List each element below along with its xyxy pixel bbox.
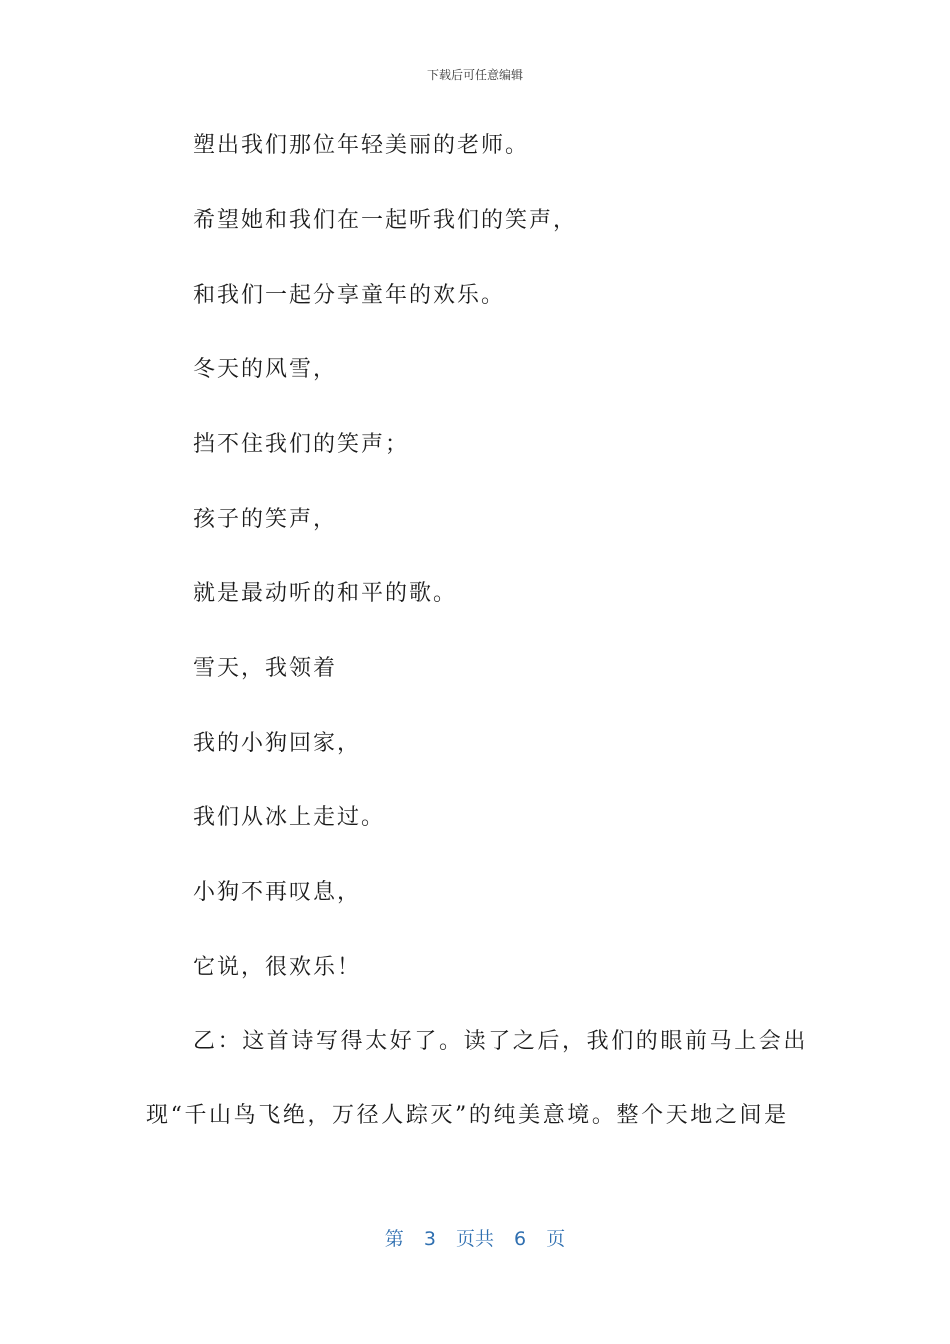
poem-line: 它说，很欢乐！ <box>193 955 362 980</box>
page-label-prefix: 第 <box>384 1228 404 1250</box>
poem-line: 小狗不再叹息， <box>193 880 362 905</box>
page-label-mid: 页共 <box>455 1228 494 1250</box>
poem-line: 我的小狗回家， <box>193 731 362 756</box>
page-label-suffix: 页 <box>546 1228 566 1250</box>
poem-line: 塑出我们那位年轻美丽的老师。 <box>193 133 530 158</box>
poem-line: 希望她和我们在一起听我们的笑声， <box>193 208 578 233</box>
poem-line: 雪天，我领着 <box>193 656 338 681</box>
poem-line: 孩子的笑声， <box>193 507 338 532</box>
page-total-number: 6 <box>514 1228 527 1250</box>
poem-line: 就是最动听的和平的歌。 <box>193 581 458 606</box>
page-current-number: 3 <box>423 1228 436 1250</box>
page-header-note: 下载后可任意编辑 <box>426 68 523 82</box>
poem-line: 冬天的风雪， <box>193 357 338 382</box>
page-footer <box>0 1224 950 1251</box>
poem-line: 和我们一起分享童年的欢乐。 <box>193 283 506 308</box>
poem-line: 我们从冰上走过。 <box>193 805 386 830</box>
paragraph-line-1: 乙：这首诗写得太好了。读了之后，我们的眼前马上会出 <box>193 1029 809 1054</box>
paragraph-line-2: 现“千山鸟飞绝，万径人踪灭”的纯美意境。整个天地之间是 <box>146 1103 789 1128</box>
poem-line: 挡不住我们的笑声； <box>193 432 410 457</box>
